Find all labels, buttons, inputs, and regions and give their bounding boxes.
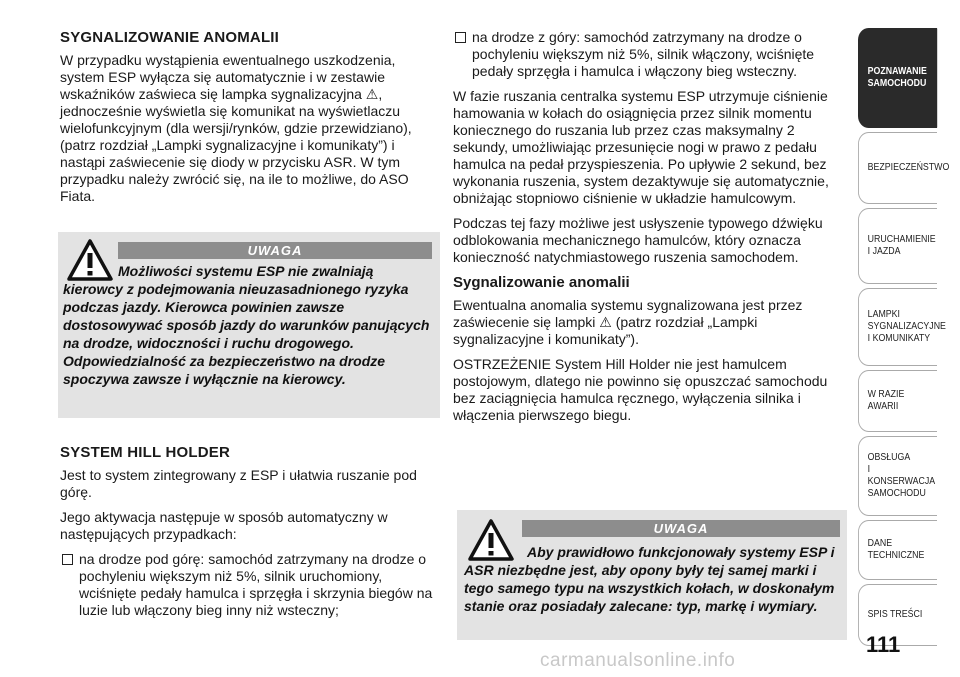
tab-label: LAMPKI SYGNALIZACYJNE I KOMUNIKATY [867,309,946,344]
warning-text: Możliwości systemu ESP nie zwalniają kierowcy z podejmowania nieuzasadnionego ryzyka podczas jazdy. Kierowca powinien zawsze dostosowywać sposób jazdy do warunków panujących na drodze, widoczności i ruchu drogowego. Odpowiedzialność za bezpieczeństwo na drodze spoczywa zawsze i wyłącznie na kierowcy. [63,263,430,387]
checkbox-bullet-icon [62,554,73,565]
right-column [453,29,843,432]
paragraph: W fazie ruszania centralka systemu ESP utrzymuje ciśnienie hamowania w kołach do osiągnięcia przez silnik momentu koniecznego do ruszania lub przez czas maksymalny 2 sekundy, umożliwiając przesunięcie nogi w prawo z pedału hamulca na pedał przyspieszenia. Po upływie 2 sekund, bez wykonania ruszenia, system dezaktywuje się automatycznie, obniżając stopniowo ciśnienie w układzie hamulcowym. [453,88,829,206]
bullet-text: na drodze pod górę: samochód zatrzymany na drodze o pochyleniu większym niż 5%, silnik uruchomiony, wciśnięte pedały hamulca i sprzęgła i skrzynia biegów na luzie lub włączony bieg inny niż wsteczny; [79,551,433,618]
tab-label: SPIS TREŚCI [867,609,923,620]
watermark: carmanualsonline.info [540,650,736,671]
paragraph: Ewentualna anomalia systemu sygnalizowana jest przez zaświecenie się lampki ⚠ (patrz rozdział „Lampki sygnalizacyjne i komunikaty”). [453,297,803,347]
paragraph: OSTRZEŻENIE System Hill Holder nie jest hamulcem postojowym, dlatego nie powinno się opuszczać samochodu bez zaciągnięcia hamulca ręcznego, wyłączenia silnika i włączenia pierwszego biegu. [453,356,828,423]
tab-lampki-sygnalizacyjne[interactable] [858,288,946,366]
tab-label: POZNAWANIE SAMOCHODU [867,66,927,89]
paragraph: Jego aktywacja następuje w sposób automatyczny w następujących przypadkach: [60,509,388,542]
tab-poznawanie-samochodu[interactable] [858,28,937,128]
page-number: 111 [866,632,901,657]
warning-box [58,232,440,418]
tab-label: URUCHAMIENIE I JAZDA [867,234,936,257]
bullet-item [453,29,843,80]
tab-label: BEZPIECZEŃSTWO [867,162,950,173]
paragraph: Jest to system zintegrowany z ESP i ułatwia ruszanie pod górę. [60,467,417,500]
left-column [60,29,438,213]
section-heading: SYGNALIZOWANIE ANOMALII [60,29,280,46]
left-column-lower [60,444,438,627]
warning-box [457,510,847,640]
warning-label: UWAGA [522,520,840,537]
tab-w-razie-awarii[interactable] [858,370,937,432]
checkbox-bullet-icon [455,32,466,43]
warning-text: Aby prawidłowo funkcjonowały systemy ESP i ASR niezbędne jest, aby opony były tej samej marki i tego samego typu na wszystkich kołach, w doskonałym stanie oraz posiadały zalecane: typ, markę i wymiary. [464,544,835,614]
bullet-item [60,551,438,619]
bullet-text: na drodze z góry: samochód zatrzymany na drodze o pochyleniu większym niż 5%, silnik włączony, wciśnięte pedały sprzęgła i hamulca i włączony bieg wsteczny. [472,29,815,79]
section-heading: SYSTEM HILL HOLDER [60,444,230,461]
chapter-tabs [858,28,948,648]
tab-bezpieczenstwo[interactable] [858,132,950,204]
warning-label: UWAGA [118,242,432,259]
tab-obsluga-i-konserwacja[interactable] [858,436,937,516]
tab-dane-techniczne[interactable] [858,520,937,580]
paragraph: W przypadku wystąpienia ewentualnego uszkodzenia, system ESP wyłącza się automatycznie i w zestawie wskaźników zaświeca się lampka sygnalizacyjna ⚠, jednocześnie wyświetla się komunikat na wyświetlaczu wielofunkcyjnym (dla wersji/rynków, gdzie przewidziano), (patrz rozdział „Lampki sygnalizacyjne i komunikaty”) i nastąpi zaświecenie się diody w przycisku ASR. W tym przypadku należy zwrócić się, na ile to możliwe, do ASO Fiata. [60,52,412,204]
tab-label: W RAZIE AWARII [867,389,905,412]
tab-label: DANE TECHNICZNE [867,538,925,561]
paragraph: Podczas tej fazy możliwe jest usłyszenie typowego dźwięku odblokowania mechanicznego hamulców, który oznacza konieczność natychmiastowego ruszenia samochodem. [453,215,823,265]
tab-label: OBSŁUGA I KONSERWACJA SAMOCHODU [867,452,936,499]
tab-uruchamienie-i-jazda[interactable] [858,208,937,284]
subheading: Sygnalizowanie anomalii [453,274,630,291]
